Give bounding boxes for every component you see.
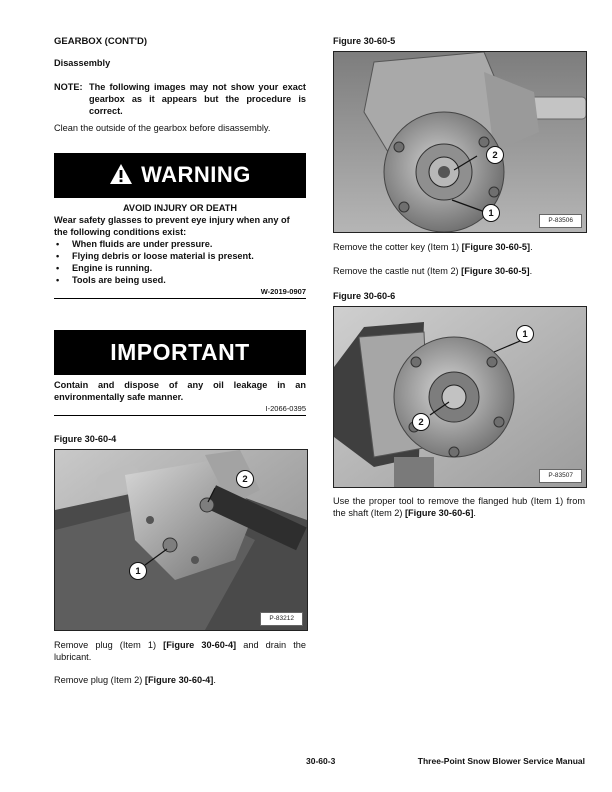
step-text: Use the proper tool to remove the flanged hub (Item 1) from the shaft (Item 2) xyxy=(333,496,585,518)
list-item: • Engine is running. xyxy=(54,263,306,275)
list-item: • When fluids are under pressure. xyxy=(54,239,306,251)
step-text: Remove plug (Item 2) xyxy=(54,675,145,685)
figure-30-60-6-photo xyxy=(333,306,587,488)
callout-2: 2 xyxy=(236,470,254,488)
step-text: Remove the castle nut (Item 2) xyxy=(333,266,462,276)
callout-1: 1 xyxy=(516,325,534,343)
figure-reference: [Figure 30-60-5] xyxy=(461,242,531,252)
step-text: and drain the lubricant. xyxy=(54,640,306,662)
note-text: The following images may not show your exact gearbox as it appears but the procedure is correct. xyxy=(89,82,306,116)
step-text: Remove the cotter key (Item 1) xyxy=(333,242,462,252)
figure-caption: Figure 30-60-4 xyxy=(54,434,117,444)
important-code: I-2066-0395 xyxy=(265,404,306,413)
figure-30-60-4-photo xyxy=(54,449,308,631)
subsection-heading: Disassembly xyxy=(54,58,111,68)
photo-code: P-83507 xyxy=(539,469,582,483)
figure-30-60-5-photo xyxy=(333,51,587,233)
step-remove-flanged-hub xyxy=(333,496,585,520)
callout-1: 1 xyxy=(129,562,147,580)
step-text: . xyxy=(530,242,533,252)
important-title: IMPORTANT xyxy=(110,338,250,365)
figure-reference: [Figure 30-60-5] xyxy=(461,266,530,276)
manual-title: Three-Point Snow Blower Service Manual xyxy=(417,756,585,766)
section-heading: GEARBOX (CONT'D) xyxy=(54,36,148,47)
figure-reference: [Figure 30-60-6] xyxy=(405,507,474,518)
warning-conditions-list xyxy=(54,239,306,287)
warning-intro: Wear safety glasses to prevent eye injury when any of the following conditions exist: xyxy=(54,215,290,237)
note-label: NOTE: xyxy=(54,82,83,92)
note-block xyxy=(54,82,306,118)
important-text: Contain and dispose of any oil leakage in an environmentally safe manner. xyxy=(54,380,306,402)
step-text: . xyxy=(473,507,476,518)
warning-subtitle: AVOID INJURY OR DEATH xyxy=(122,203,237,213)
list-item: • Flying debris or loose material is present. xyxy=(54,251,306,263)
figure-reference: [Figure 30-60-4] xyxy=(163,640,237,650)
figure-reference: [Figure 30-60-4] xyxy=(144,675,214,685)
clean-instruction: Clean the outside of the gearbox before disassembly. xyxy=(54,123,271,133)
step-remove-plug-2 xyxy=(54,675,306,687)
list-item: • Tools are being used. xyxy=(54,275,306,287)
important-banner xyxy=(54,330,306,375)
step-remove-plug-1 xyxy=(54,640,306,664)
page-number: 30-60-3 xyxy=(306,756,336,766)
warning-code: W-2019-0907 xyxy=(260,287,306,296)
step-text: . xyxy=(529,266,533,276)
photo-code: P-83506 xyxy=(539,214,582,228)
step-text: Remove plug (Item 1) xyxy=(54,640,164,650)
callout-2: 2 xyxy=(486,146,504,164)
divider xyxy=(54,298,306,299)
step-text: . xyxy=(213,675,216,685)
divider xyxy=(54,415,306,416)
warning-triangle-icon xyxy=(109,163,133,189)
step-remove-castle-nut xyxy=(333,266,585,278)
callout-2: 2 xyxy=(412,413,430,431)
figure-caption: Figure 30-60-6 xyxy=(333,291,396,301)
warning-banner xyxy=(54,153,306,198)
step-remove-cotter-key xyxy=(333,242,585,254)
warning-title: WARNING xyxy=(141,162,251,188)
figure-caption: Figure 30-60-5 xyxy=(333,36,396,46)
photo-code: P-83212 xyxy=(260,612,303,626)
callout-1: 1 xyxy=(482,204,500,222)
